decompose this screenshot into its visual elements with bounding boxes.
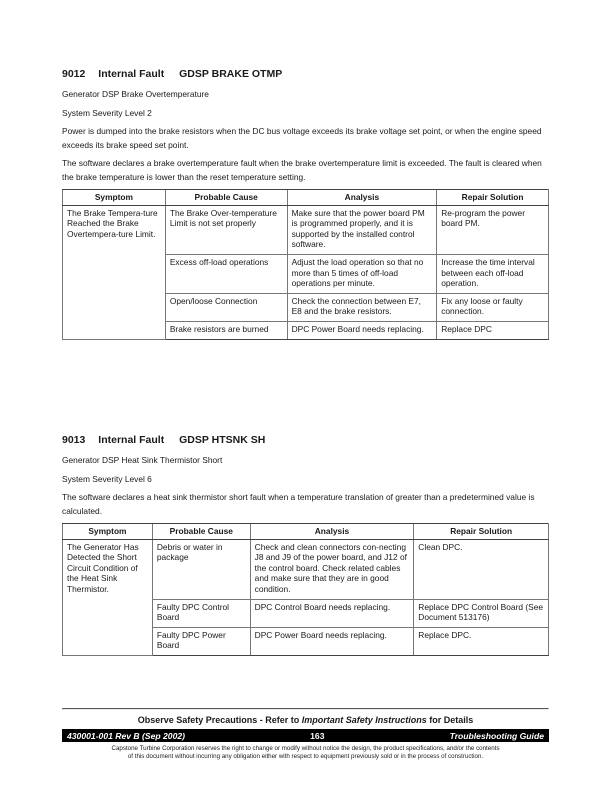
header-probable-cause: Probable Cause — [165, 190, 287, 206]
analysis-cell: DPC Power Board needs replacing. — [287, 321, 437, 339]
cause-cell: Faulty DPC Power Board — [152, 627, 250, 655]
safety-link-text: Important Safety Instructions — [301, 715, 427, 725]
fault-section-9013 — [62, 434, 549, 656]
repair-cell: Re-program the power board PM. — [437, 205, 549, 254]
explanation-paragraph: The software declares a brake overtemperature fault when the brake overtemperature limit is exceeded. The fault is cleared when the brake temperature is lower than the reset temperature setting. — [62, 158, 542, 182]
cause-cell: Debris or water in package — [152, 539, 250, 599]
safety-prefix: Observe Safety Precautions - Refer to — [137, 715, 302, 725]
fault-code: 9012 — [62, 68, 86, 80]
repair-cell: Replace DPC Control Board (See Document 513176) — [414, 599, 549, 627]
explanation-paragraph: The software declares a heat sink thermistor short fault when a temperature translation of greater than a predetermined value is calculated. — [62, 492, 535, 516]
section-title: Troubleshooting Guide — [449, 730, 544, 741]
troubleshooting-table — [62, 523, 549, 656]
analysis-cell: Adjust the load operation so that no more than 5 times of off-load operations per minute. — [287, 254, 437, 293]
safety-suffix: for Details — [426, 715, 474, 725]
severity-level: System Severity Level 2 — [62, 107, 152, 118]
repair-cell: Clean DPC. — [414, 539, 549, 599]
header-repair-solution: Repair Solution — [414, 524, 549, 540]
fault-heading — [62, 434, 549, 446]
document-id: 430001-001 Rev B (Sep 2002) — [67, 730, 186, 741]
table-row — [63, 539, 549, 599]
table-header-row — [63, 190, 549, 206]
header-analysis: Analysis — [250, 524, 414, 540]
troubleshooting-table — [62, 189, 549, 340]
fault-code: 9013 — [62, 434, 86, 446]
safety-notice — [62, 715, 549, 725]
page-number: 163 — [310, 730, 325, 741]
table-header-row — [63, 524, 549, 540]
header-analysis: Analysis — [287, 190, 437, 206]
legal-disclaimer — [62, 745, 549, 761]
legal-line: Capstone Turbine Corporation reserves the right to change or modify without notice the design, the product specifications, and/or the contents — [111, 745, 500, 752]
cause-cell: Open/loose Connection — [165, 293, 287, 321]
footer-bar — [62, 729, 549, 742]
explanation-paragraph: Power is dumped into the brake resistors when the DC bus voltage exceeds its brake voltage set point, or when the engine speed exceeds its brake speed set point. — [62, 126, 542, 150]
symptom-cell: The Brake Tempera-ture Reached the Brake Overtempera-ture Limit. — [63, 205, 166, 339]
analysis-cell: Make sure that the power board PM is programmed properly, and it is supported by the installed control software. — [287, 205, 437, 254]
fault-description: Generator DSP Brake Overtemperature — [62, 89, 209, 99]
repair-cell: Replace DPC. — [414, 627, 549, 655]
repair-cell: Fix any loose or faulty connection. — [437, 293, 549, 321]
repair-cell: Increase the time interval between each off-load operation. — [437, 254, 549, 293]
header-symptom: Symptom — [63, 524, 153, 540]
header-probable-cause: Probable Cause — [152, 524, 250, 540]
fault-category: Internal Fault — [98, 68, 165, 80]
cause-cell: Brake resistors are burned — [165, 321, 287, 339]
analysis-cell: Check and clean connectors con-necting J8 and J9 of the power board, and J12 of the control board. Check related cables and make sure that they are in good condition. — [250, 539, 414, 599]
fault-heading — [62, 68, 549, 80]
fault-category: Internal Fault — [98, 434, 165, 446]
table-row — [63, 205, 549, 254]
fault-description: Generator DSP Heat Sink Thermistor Short — [62, 455, 223, 465]
symptom-cell: The Generator Has Detected the Short Circuit Condition of the Heat Sink Thermistor. — [63, 539, 153, 655]
fault-name: GDSP HTSNK SH — [179, 434, 266, 446]
legal-line: of this document without incurring any obligation either with respect to equipment previously sold or in the process of construction. — [127, 753, 484, 760]
header-symptom: Symptom — [63, 190, 166, 206]
cause-cell: Excess off-load operations — [165, 254, 287, 293]
cause-cell: Faulty DPC Control Board — [152, 599, 250, 627]
analysis-cell: Check the connection between E7, E8 and the brake resistors. — [287, 293, 437, 321]
severity-level: System Severity Level 6 — [62, 473, 152, 484]
analysis-cell: DPC Power Board needs replacing. — [250, 627, 414, 655]
analysis-cell: DPC Control Board needs replacing. — [250, 599, 414, 627]
header-repair-solution: Repair Solution — [437, 190, 549, 206]
fault-name: GDSP BRAKE OTMP — [179, 68, 283, 80]
footer-divider — [62, 708, 549, 710]
cause-cell: The Brake Over-temperature Limit is not set properly — [165, 205, 287, 254]
repair-cell: Replace DPC — [437, 321, 549, 339]
page-footer — [62, 708, 549, 761]
fault-section-9012 — [62, 68, 549, 340]
